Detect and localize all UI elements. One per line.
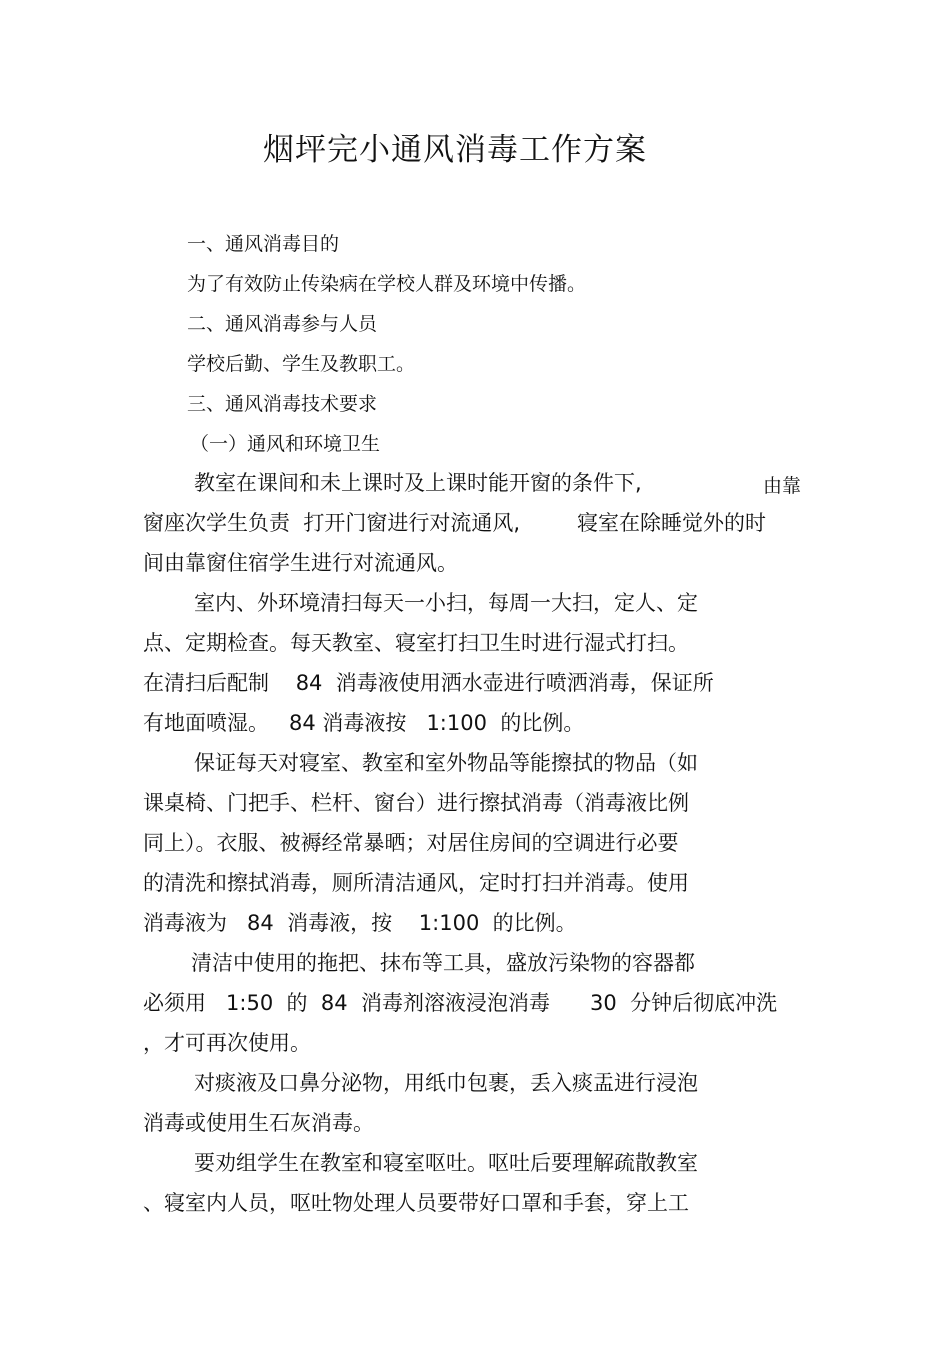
paragraph-cleaning-line-4: 有地面喷湿。 84 消毒液按 1:100 的比例。 [143, 711, 585, 735]
paragraph-ventilation-line-2-tail: 寝室在除睡觉外的时 [577, 511, 766, 535]
paragraph-vomit-line-2: 、寝室内人员，呕吐物处理人员要带好口罩和手套，穿上工 [143, 1191, 689, 1215]
paragraph-cleaning-line-3: 在清扫后配制 84 消毒液使用洒水壶进行喷洒消毒，保证所 [143, 671, 714, 695]
paragraph-tools-line-3: ，才可再次使用。 [143, 1031, 311, 1055]
paragraph-cleaning-line-2: 点、定期检查。每天教室、寝室打扫卫生时进行湿式打扫。 [143, 631, 689, 655]
paragraph-ventilation-line-3: 间由靠窗住宿学生进行对流通风。 [143, 551, 458, 575]
paragraph-wiping-line-5: 消毒液为 84 消毒液，按 1:100 的比例。 [143, 911, 577, 935]
paragraph-wiping-line-1: 保证每天对寝室、教室和室外物品等能擦拭的物品（如 [194, 751, 698, 775]
paragraph-wiping-line-3: 同上）。衣服、被褥经常暴晒；对居住房间的空调进行必要 [143, 831, 679, 855]
heading-purpose: 一、通风消毒目的 [187, 233, 340, 255]
paragraph-tools-line-2: 必须用 1:50 的 84 消毒剂溶液浸泡消毒 30 分钟后彻底冲洗 [143, 991, 778, 1015]
subheading-ventilation: （一）通风和环境卫生 [190, 433, 381, 455]
paragraph-wiping-line-4: 的清洗和擦拭消毒，厕所清洁通风，定时打扫并消毒。使用 [143, 871, 689, 895]
paragraph-vomit-line-1: 要劝组学生在教室和寝室呕吐。呕吐后要理解疏散教室 [194, 1151, 698, 1175]
paragraph-ventilation-line-1: 教室在课间和未上课时及上课时能开窗的条件下, [194, 471, 642, 495]
paragraph-tools-line-1: 清洁中使用的拖把、抹布等工具，盛放污染物的容器都 [191, 951, 695, 975]
paragraph-sputum-line-2: 消毒或使用生石灰消毒。 [143, 1111, 374, 1135]
paragraph-purpose: 为了有效防止传染病在学校人群及环境中传播。 [187, 273, 587, 295]
paragraph-ventilation-line-2: 窗座次学生负责 打开门窗进行对流通风, [143, 511, 521, 535]
heading-participants: 二、通风消毒参与人员 [187, 313, 378, 335]
paragraph-participants: 学校后勤、学生及教职工。 [187, 353, 416, 375]
document-title: 烟坪完小通风消毒工作方案 [263, 132, 647, 168]
paragraph-sputum-line-1: 对痰液及口鼻分泌物，用纸巾包裹，丢入痰盂进行浸泡 [194, 1071, 698, 1095]
heading-technical-requirements: 三、通风消毒技术要求 [187, 393, 378, 415]
paragraph-cleaning-line-1: 室内、外环境清扫每天一小扫，每周一大扫，定人、定 [194, 591, 698, 615]
paragraph-ventilation-line-1-tail: 由靠 [763, 475, 802, 497]
paragraph-wiping-line-2: 课桌椅、门把手、栏杆、窗台）进行擦拭消毒（消毒液比例 [143, 791, 689, 815]
